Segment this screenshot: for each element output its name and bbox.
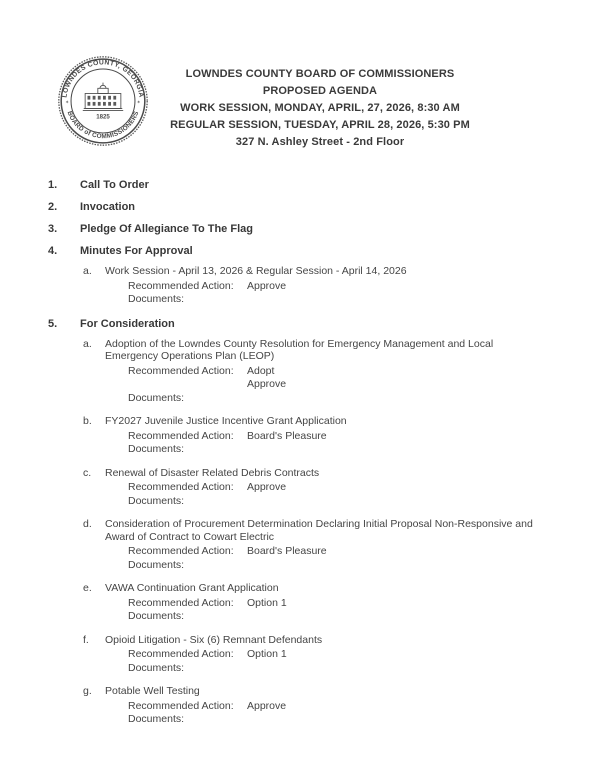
action-value: Option 1 (247, 648, 287, 660)
documents-label: Documents: (128, 713, 185, 725)
documents-label: Documents: (128, 443, 185, 455)
action-value: Approve (247, 699, 287, 712)
action-value: Board's Pleasure (247, 545, 327, 557)
item-title: Consideration of Procurement Determination Declaring Initial Proposal Non-Responsive and Award of Contract to Cowart Electric (105, 518, 533, 543)
action-value: Approve (247, 481, 287, 493)
action-values (247, 280, 286, 294)
action-values (247, 597, 287, 611)
item-body (105, 338, 542, 406)
recommended-action-label: Recommended Action: (128, 596, 234, 609)
agenda-subitem (83, 415, 570, 457)
recommended-action-label: Recommended Action: (128, 648, 234, 660)
agenda-section (48, 317, 570, 727)
item-letter: b. (83, 415, 92, 427)
section-items (83, 265, 570, 307)
agenda-subitem (83, 467, 570, 509)
action-value: Approve (247, 279, 287, 292)
recommended-action-row (128, 597, 542, 611)
item-title: Renewal of Disaster Related Debris Contracts (105, 466, 320, 479)
agenda-section (48, 178, 570, 192)
agenda-subitem (83, 582, 570, 624)
item-body (105, 685, 542, 727)
recommended-action-label: Recommended Action: (128, 364, 234, 377)
seal-right-ornament: ✶ (136, 99, 141, 105)
section-number: 5. (48, 317, 58, 330)
agenda-subitem (83, 685, 570, 727)
item-letter: d. (83, 518, 92, 530)
section-title: Pledge Of Allegiance To The Flag (80, 223, 253, 235)
header-line-work-session: WORK SESSION, MONDAY, APRIL, 27, 2026, 8:30 AM (180, 102, 460, 114)
section-number: 1. (48, 179, 58, 191)
section-title: Call To Order (80, 179, 149, 191)
recommended-action-row (128, 280, 542, 294)
documents-label: Documents: (128, 610, 185, 622)
recommended-action-label: Recommended Action: (128, 545, 234, 557)
recommended-action-row (128, 700, 542, 714)
action-values (247, 700, 286, 714)
item-letter: a. (83, 337, 92, 350)
section-number: 4. (48, 245, 58, 257)
header-line-address: 327 N. Ashley Street - 2nd Floor (235, 136, 405, 148)
document-header (0, 0, 600, 176)
section-head (48, 200, 570, 214)
agenda-section (48, 244, 570, 307)
seal-year: 1825 (96, 113, 110, 121)
documents-label: Documents: (128, 558, 185, 571)
agenda-list (48, 178, 570, 727)
item-title: VAWA Continuation Grant Application (105, 582, 279, 594)
header-line-agenda-type: PROPOSED AGENDA (262, 85, 378, 97)
action-values (247, 365, 286, 392)
county-seal (56, 54, 150, 148)
item-title: Opioid Litigation - Six (6) Remnant Defendants (105, 633, 323, 646)
documents-label: Documents: (128, 661, 185, 674)
action-value: Board's Pleasure (247, 429, 327, 442)
recommended-action-row (128, 430, 542, 444)
county-seal-icon (56, 54, 150, 148)
section-head (48, 178, 570, 192)
item-title: Adoption of the Lowndes County Resolution for Emergency Management and Local Emergency Operations Plan (LEOP) (105, 337, 494, 362)
section-head (48, 244, 570, 258)
section-head (48, 222, 570, 236)
agenda-subitem (83, 265, 570, 307)
item-letter: a. (83, 265, 92, 277)
recommended-action-row (128, 648, 542, 662)
action-values (247, 430, 327, 444)
seal-bottom-text: BOARD of COMMISSIONERS (65, 110, 141, 141)
recommended-action-row (128, 481, 542, 495)
seal-top-text: LOWNDES COUNTY, GEORGIA (61, 59, 145, 99)
action-value: Adopt (247, 364, 275, 377)
agenda-section (48, 200, 570, 214)
item-letter: f. (83, 633, 89, 646)
item-title: Work Session - April 13, 2026 & Regular Session - April 14, 2026 (105, 265, 407, 277)
item-letter: e. (83, 582, 92, 594)
section-number: 3. (48, 223, 58, 235)
header-line-regular-session: REGULAR SESSION, TUESDAY, APRIL 28, 2026, 5:30 PM (170, 119, 470, 131)
recommended-action-label: Recommended Action: (128, 481, 234, 493)
recommended-action-label: Recommended Action: (128, 429, 234, 442)
section-head (48, 317, 570, 331)
header-line-org: LOWNDES COUNTY BOARD OF COMMISSIONERS (185, 68, 455, 80)
action-values (247, 545, 327, 559)
item-body (105, 265, 542, 307)
agenda-section (48, 222, 570, 236)
documents-label: Documents: (128, 391, 185, 404)
action-values (247, 481, 286, 495)
seal-left-ornament: ✶ (65, 99, 70, 105)
agenda-subitem (83, 518, 570, 572)
recommended-action-label: Recommended Action: (128, 279, 234, 292)
section-title: Minutes For Approval (80, 245, 193, 257)
action-value: Option 1 (247, 596, 287, 609)
item-body (105, 582, 542, 624)
section-number: 2. (48, 201, 58, 213)
item-title: Potable Well Testing (105, 685, 200, 697)
item-letter: c. (83, 466, 92, 479)
item-title: FY2027 Juvenile Justice Incentive Grant Application (105, 415, 347, 427)
agenda-subitem (83, 338, 570, 406)
agenda-subitem (83, 634, 570, 676)
item-body (105, 467, 542, 509)
section-title: Invocation (80, 201, 136, 213)
documents-label: Documents: (128, 494, 185, 507)
item-body (105, 518, 542, 572)
header-title-block (150, 66, 490, 151)
item-body (105, 415, 542, 457)
action-values (247, 648, 287, 662)
documents-label: Documents: (128, 293, 185, 305)
section-title: For Consideration (80, 317, 175, 330)
recommended-action-row (128, 545, 542, 559)
item-letter: g. (83, 685, 92, 697)
recommended-action-row (128, 365, 542, 392)
recommended-action-label: Recommended Action: (128, 699, 234, 712)
section-items (83, 338, 570, 727)
item-body (105, 634, 542, 676)
action-value: Approve (247, 378, 287, 390)
